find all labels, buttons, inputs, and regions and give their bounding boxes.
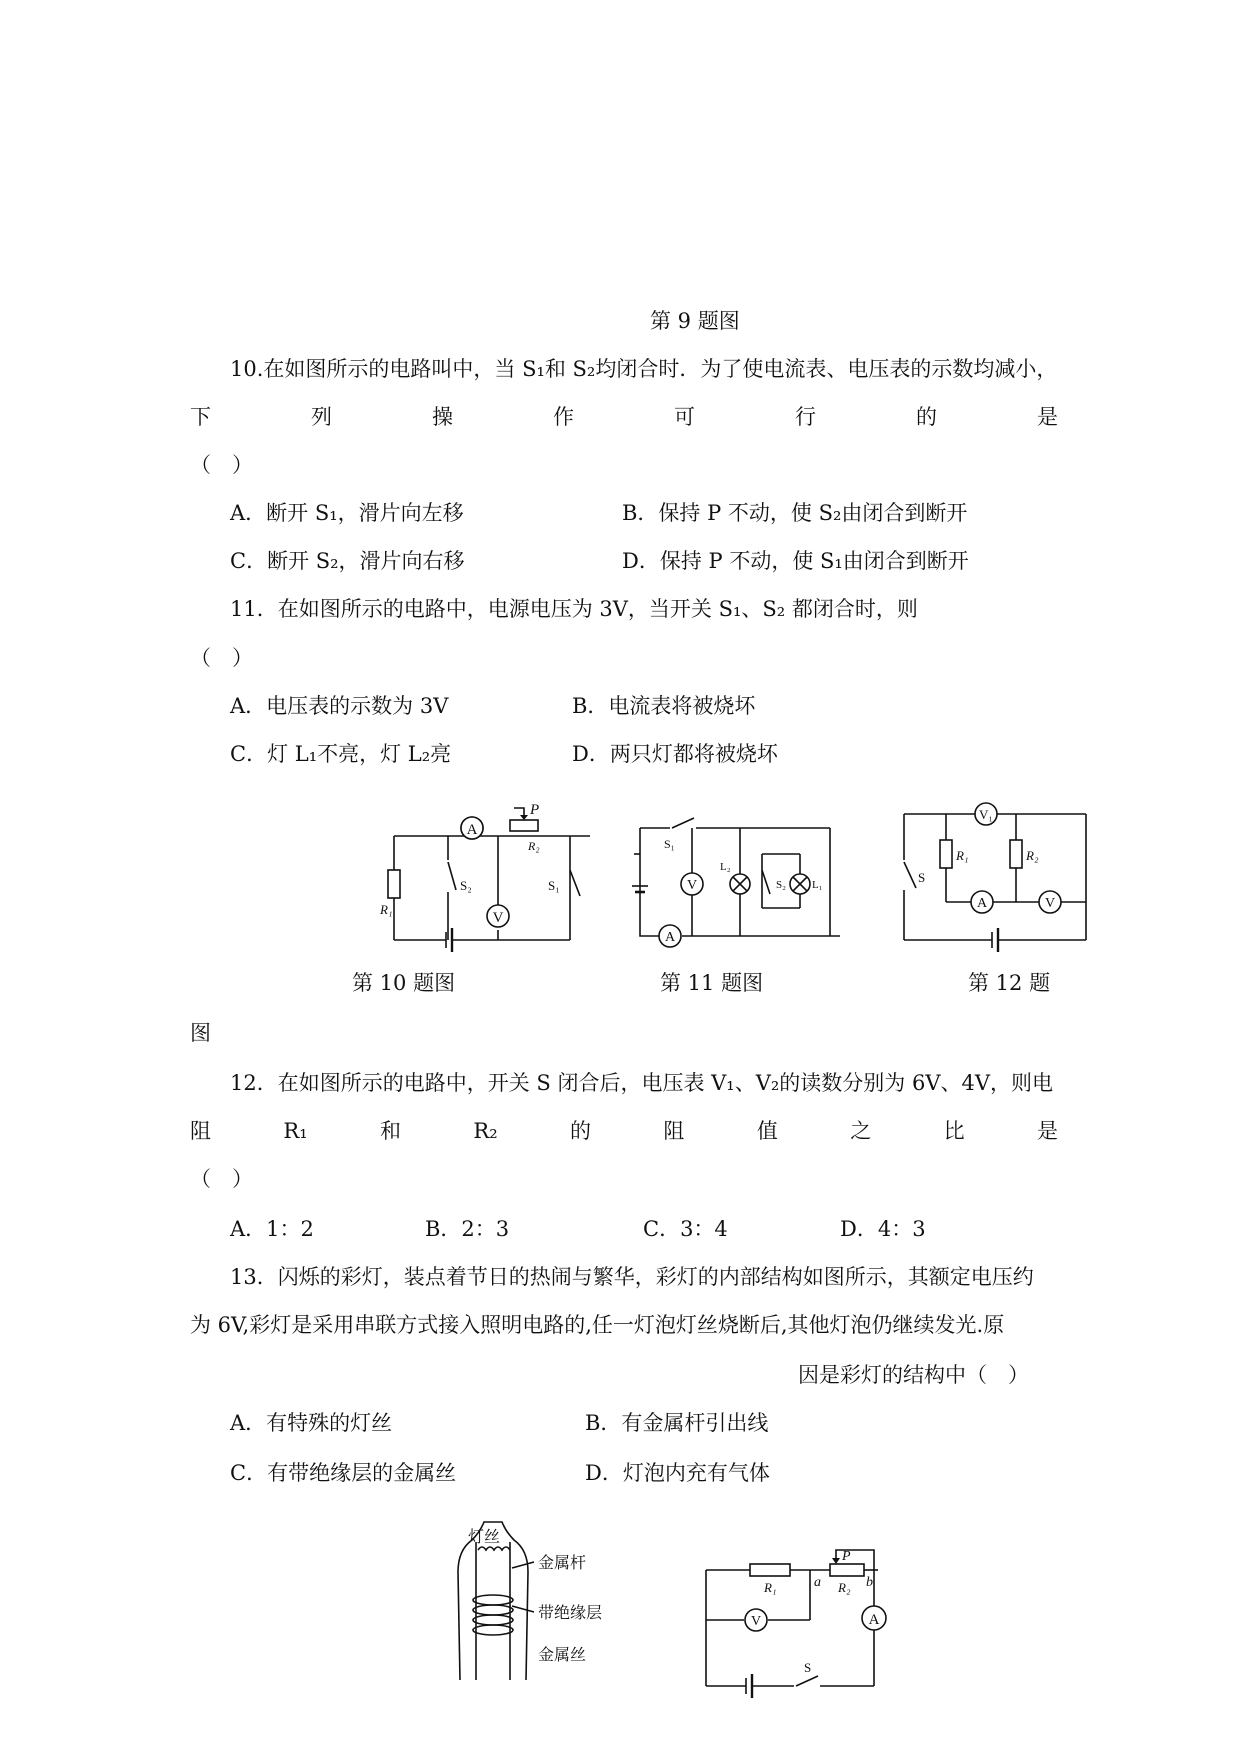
filament bbox=[478, 1547, 510, 1550]
ammeter-label: A bbox=[664, 930, 676, 945]
q10-option-c[interactable]: C．断开 S₂，滑片向右移 bbox=[230, 549, 465, 573]
q11-option-d[interactable]: D．两只灯都将被烧坏 bbox=[572, 742, 778, 766]
fig12-labels bbox=[900, 800, 1100, 950]
filament-label: 灯丝 bbox=[468, 1529, 501, 1546]
q12-option-c[interactable]: C．3：4 bbox=[643, 1217, 728, 1241]
q13-stem-line3: 因是彩灯的结构中（ ） bbox=[798, 1363, 1029, 1387]
q10-option-a[interactable]: A．断开 S₁，滑片向左移 bbox=[230, 501, 464, 525]
r2-label: R₂ bbox=[1026, 848, 1039, 863]
switch-s bbox=[796, 1676, 818, 1686]
fig14-circuit-diagram bbox=[702, 1546, 902, 1696]
q12-stem-line2: 阻 R₁ 和 R₂ 的 阻 值 之 比 是 bbox=[190, 1119, 1058, 1143]
insulated-label: 带绝缘层 bbox=[538, 1605, 603, 1622]
q12-option-d[interactable]: D．4：3 bbox=[840, 1217, 926, 1241]
q13-option-d[interactable]: D．灯泡内充有气体 bbox=[585, 1461, 770, 1485]
voltmeter-label: V bbox=[686, 878, 698, 893]
s1-label: S₁ bbox=[664, 837, 675, 851]
q11-answer-paren: （ ） bbox=[190, 646, 253, 670]
r1-label: R₁ bbox=[956, 848, 969, 863]
metal-rod-label: 金属杆 bbox=[538, 1555, 587, 1572]
q13-stem-line2: 为 6V,彩灯是采用串联方式接入照明电路的,任一灯泡灯丝烧断后,其他灯泡仍继续发光.原 bbox=[190, 1313, 1005, 1337]
fig12-caption: 第 12 题 bbox=[968, 971, 1051, 995]
l1-label: L₁ bbox=[812, 879, 823, 891]
ammeter-label: A bbox=[868, 1612, 880, 1628]
q10-answer-paren: （ ） bbox=[190, 453, 253, 477]
r2-label: R₂ bbox=[838, 1580, 851, 1595]
s-label: S bbox=[918, 870, 926, 885]
fig11-caption: 第 11 题图 bbox=[660, 971, 764, 995]
q10-option-d[interactable]: D．保持 P 不动，使 S₁由闭合到断开 bbox=[622, 549, 969, 573]
insulated-coil bbox=[473, 1595, 513, 1605]
q11-option-b[interactable]: B．电流表将被烧坏 bbox=[572, 694, 756, 718]
fig10-labels bbox=[380, 792, 640, 952]
point-b-label: b bbox=[866, 1575, 873, 1590]
q10-stem-line1: 10.在如图所示的电路叫中，当 S₁和 S₂均闭合时．为了使电流表、电压表的示数均减小， bbox=[230, 357, 1058, 381]
r2-label: R₂ bbox=[528, 839, 540, 853]
fig10-caption: 第 10 题图 bbox=[352, 971, 456, 995]
q13-stem-line1: 13．闪烁的彩灯，装点着节日的热闹与繁华，彩灯的内部结构如图所示，其额定电压约 bbox=[230, 1265, 1034, 1289]
v1-label: V₁ bbox=[979, 807, 993, 822]
s2-label: S₂ bbox=[460, 878, 472, 893]
q11-stem-line1: 11．在如图所示的电路中，电源电压为 3V，当开关 S₁、S₂ 都闭合时，则 bbox=[230, 597, 918, 621]
l2-label: L₂ bbox=[720, 861, 731, 873]
s2-label: S₂ bbox=[776, 879, 786, 891]
q12-stem-line1: 12．在如图所示的电路中，开关 S 闭合后，电压表 V₁、V₂的读数分别为 6V、4V，则电 bbox=[230, 1071, 1054, 1095]
voltmeter-label: V bbox=[1044, 896, 1056, 911]
fig12-caption-cont: 图 bbox=[190, 1021, 211, 1045]
fig9-caption: 第 9 题图 bbox=[650, 309, 740, 333]
voltmeter-label: V bbox=[492, 910, 504, 926]
q12-option-b[interactable]: B．2：3 bbox=[425, 1217, 510, 1241]
q13-option-c[interactable]: C．有带绝缘层的金属丝 bbox=[230, 1461, 457, 1485]
r1-label: R₁ bbox=[380, 902, 393, 917]
fig11-labels bbox=[630, 798, 840, 958]
ammeter-label: A bbox=[976, 896, 988, 911]
q12-option-a[interactable]: A．1：2 bbox=[230, 1217, 314, 1241]
ammeter-label: A bbox=[466, 822, 478, 838]
q10-option-b[interactable]: B．保持 P 不动，使 S₂由闭合到断开 bbox=[622, 501, 968, 525]
point-a-label: a bbox=[814, 1575, 821, 1590]
s-label: S bbox=[804, 1660, 812, 1675]
slider-p-label: P bbox=[530, 802, 540, 818]
s1-label: S₁ bbox=[548, 878, 560, 893]
q11-option-a[interactable]: A．电压表的示数为 3V bbox=[230, 694, 449, 718]
resistor-r1 bbox=[750, 1564, 790, 1576]
q10-stem-line2: 下 列 操 作 可 行 的 是 bbox=[190, 405, 1058, 429]
q11-option-c[interactable]: C．灯 L₁不亮，灯 L₂亮 bbox=[230, 742, 452, 766]
rheostat-r2 bbox=[830, 1564, 864, 1576]
slider-p-label: P bbox=[842, 1549, 851, 1564]
q13-option-a[interactable]: A．有特殊的灯丝 bbox=[230, 1411, 393, 1435]
q13-option-b[interactable]: B．有金属杆引出线 bbox=[585, 1411, 769, 1435]
q12-answer-paren: （ ） bbox=[190, 1167, 253, 1191]
fig13-bulb-diagram bbox=[440, 1522, 620, 1682]
voltmeter-label: V bbox=[750, 1614, 762, 1629]
metal-wire-label: 金属丝 bbox=[538, 1647, 587, 1664]
r1-label: R₁ bbox=[764, 1580, 777, 1595]
